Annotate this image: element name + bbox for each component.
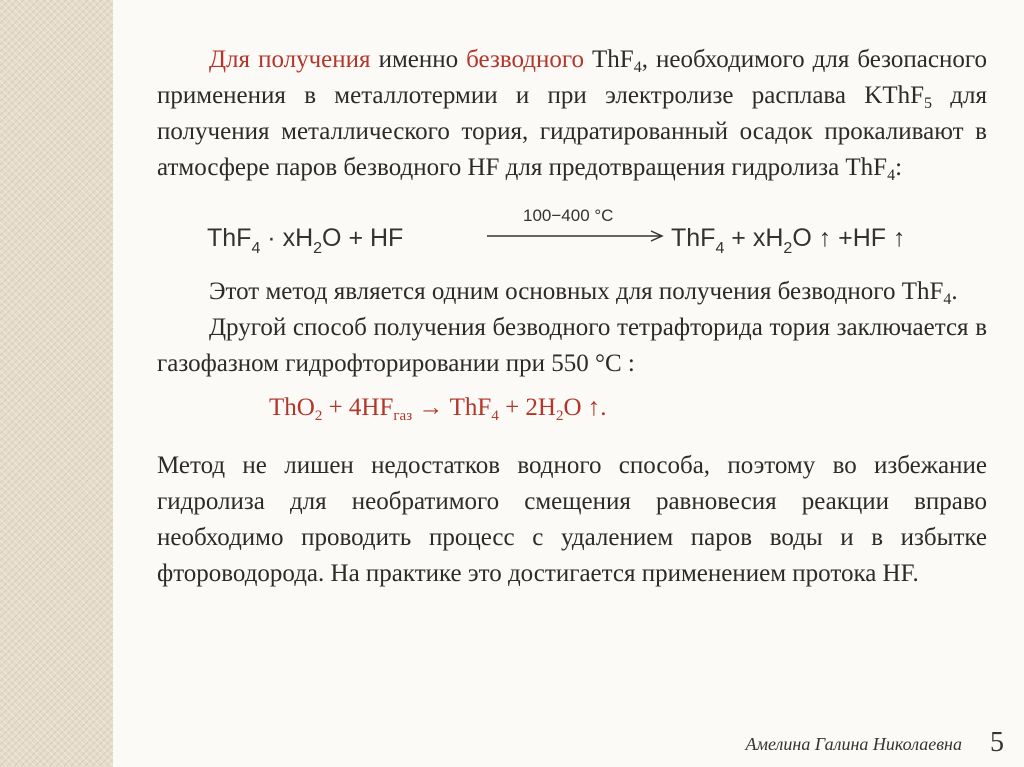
paragraph-2: Этот метод является одним основных для получения безводного ThF$_4$. bbox=[209, 278, 958, 308]
reaction-arrow bbox=[487, 206, 667, 246]
author-footer: Амелина Галина Николаевна bbox=[745, 734, 962, 754]
equation-dehydration bbox=[207, 204, 987, 260]
slide-content bbox=[157, 42, 987, 592]
reaction-condition: 100−400 °C bbox=[523, 206, 614, 225]
highlight-text-1: Для получения bbox=[209, 46, 371, 73]
equation-products: $ThF_4 + xH_2O$ ↑ +HF ↑ bbox=[671, 224, 906, 257]
paragraph-4: Метод не лишен недостатков водного способа, поэтому во избежание гидролиза для необратимого смещения равновесия реакции вправо необходимо проводить процесс с удалением паров воды и в избытке фтороводорода. На практике это достигается применением протока HF. bbox=[157, 452, 987, 587]
equation-hydrofluorination: $ThO_2 + 4HF_{газ} \to ThF_4 + 2H_2O$ ↑. bbox=[269, 394, 607, 424]
arrow-icon bbox=[487, 206, 667, 246]
paragraph-1: Для получения именно безводного ThF$_4$, необходимого для безопасного применения в металлотермии и при электролизе расплава KThF$_5$ для получения металлического тория, гидратированный осадок прокаливают в атмосфере паров безводного HF для предотвращения гидролиза ThF$_4$: bbox=[157, 46, 987, 184]
paragraph-3: Другой способ получения безводного тетрафторида тория заключается в газофазном гидрофторировании при 550 °С : bbox=[157, 314, 987, 377]
decorative-side-stripe bbox=[0, 0, 113, 767]
page-number: 5 bbox=[990, 727, 1004, 758]
highlight-text-2: безводного bbox=[466, 46, 584, 73]
equation-reactants: $ThF_4 \cdot xH_2O$ + HF bbox=[207, 224, 404, 257]
